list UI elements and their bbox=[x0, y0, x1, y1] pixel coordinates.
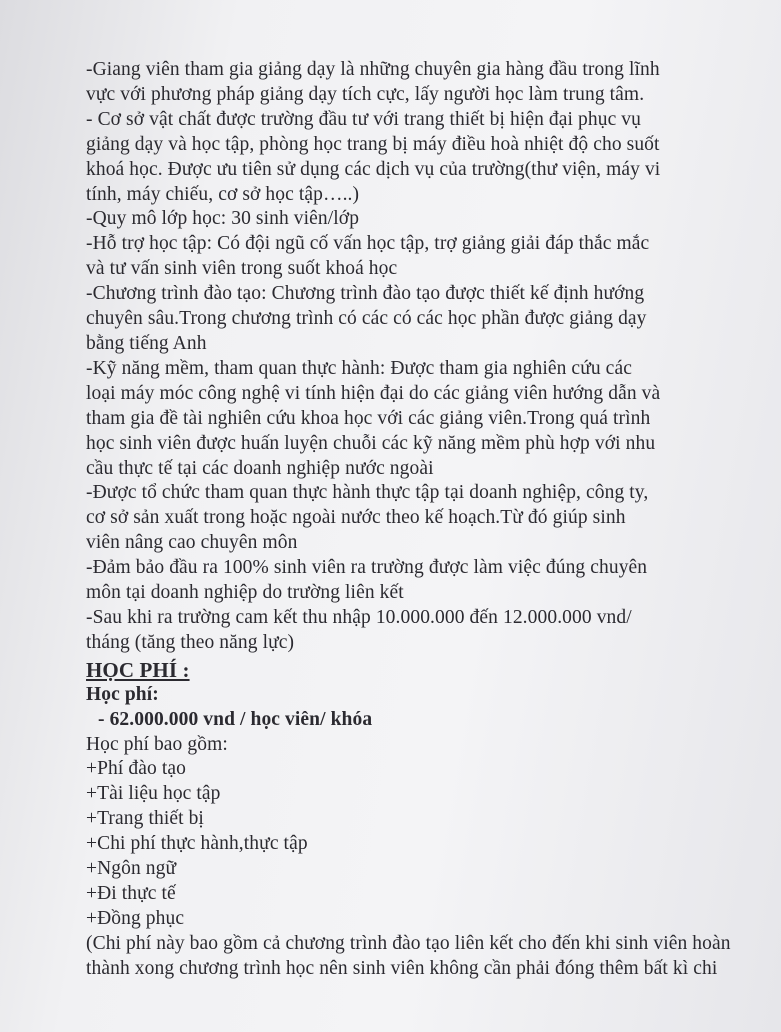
text-line: cầu thực tế tại các doanh nghiệp nước ngoài bbox=[86, 457, 434, 479]
text-line: loại máy móc công nghệ vi tính hiện đại do các giảng viên hướng dẫn và bbox=[86, 382, 661, 404]
list-item: +Tài liệu học tập bbox=[86, 783, 221, 805]
text-line: tính, máy chiếu, cơ sở học tập…..) bbox=[86, 183, 360, 205]
text-line: thành xong chương trình học nên sinh viên không cần phải đóng thêm bất kì chi bbox=[86, 957, 718, 979]
document-content bbox=[86, 58, 776, 982]
text-line: -Giang viên tham gia giảng dạy là những chuyên gia hàng đầu trong lĩnh bbox=[86, 59, 660, 80]
text-line: viên nâng cao chuyên môn bbox=[86, 532, 298, 554]
text-line: giảng dạy và học tập, phòng học trang bị máy điều hoà nhiệt độ cho suốt bbox=[86, 133, 660, 155]
text-line: bằng tiếng Anh bbox=[86, 332, 207, 354]
text-line: - Cơ sở vật chất được trường đầu tư với trang thiết bị hiện đại phục vụ bbox=[86, 108, 642, 130]
text-line: -Quy mô lớp học: 30 sinh viên/lớp bbox=[86, 208, 360, 230]
text-line: -Sau khi ra trường cam kết thu nhập 10.000.000 đến 12.000.000 vnd/ bbox=[86, 606, 632, 628]
text-line: tham gia đề tài nghiên cứu khoa học với các giảng viên.Trong quá trình bbox=[86, 407, 651, 429]
paragraph-employment bbox=[86, 556, 776, 606]
text-line: tháng (tăng theo năng lực) bbox=[86, 631, 295, 653]
tuition-includes-label: Học phí bao gồm: bbox=[86, 733, 228, 755]
tuition-section bbox=[86, 657, 776, 982]
text-line: và tư vấn sinh viên trong suốt khoá học bbox=[86, 258, 398, 280]
text-line: môn tại doanh nghiệp do trường liên kết bbox=[86, 582, 404, 604]
text-line: -Kỹ năng mềm, tham quan thực hành: Được tham gia nghiên cứu các bbox=[86, 357, 632, 379]
text-line: khoá học. Được ưu tiên sử dụng các dịch vụ của trường(thư viện, máy vi bbox=[86, 158, 661, 180]
tuition-note bbox=[86, 932, 776, 982]
tuition-amount: - 62.000.000 vnd / học viên/ khóa bbox=[98, 708, 373, 730]
list-item: +Đi thực tế bbox=[86, 883, 176, 904]
paragraph-income bbox=[86, 606, 776, 656]
paragraph-facilities bbox=[86, 108, 776, 208]
text-line: -Được tổ chức tham quan thực hành thực tập tại doanh nghiệp, công ty, bbox=[86, 482, 649, 504]
list-item: +Trang thiết bị bbox=[86, 808, 204, 830]
text-line: (Chi phí này bao gồm cả chương trình đào tạo liên kết cho đến khi sinh viên hoàn bbox=[86, 932, 731, 954]
paragraph-learning-support bbox=[86, 232, 776, 282]
paragraph-soft-skills bbox=[86, 357, 776, 482]
text-line: học sinh viên được huấn luyện chuỗi các kỹ năng mềm phù hợp với nhu bbox=[86, 432, 656, 454]
tuition-label: Học phí: bbox=[86, 683, 159, 705]
list-item: +Phí đào tạo bbox=[86, 758, 186, 780]
list-item: +Ngôn ngữ bbox=[86, 858, 177, 880]
list-item: +Đồng phục bbox=[86, 907, 185, 929]
paragraph-field-trips bbox=[86, 481, 776, 556]
paragraph-class-size bbox=[86, 207, 776, 232]
text-line: -Chương trình đào tạo: Chương trình đào tạo được thiết kế định hướng bbox=[86, 283, 645, 305]
text-line: vực với phương pháp giảng dạy tích cực, lấy người học làm trung tâm. bbox=[86, 83, 645, 105]
list-item: +Chi phí thực hành,thực tập bbox=[86, 833, 308, 855]
paragraph-curriculum bbox=[86, 282, 776, 357]
tuition-heading: HỌC PHÍ : bbox=[86, 657, 190, 682]
text-line: cơ sở sản xuất trong hoặc ngoài nước theo kế hoạch.Từ đó giúp sinh bbox=[86, 507, 626, 529]
text-line: chuyên sâu.Trong chương trình có các có các học phần được giảng dạy bbox=[86, 308, 647, 330]
paragraph-lecturers bbox=[86, 58, 776, 108]
tuition-items-list bbox=[86, 757, 776, 931]
text-line: -Hỗ trợ học tập: Có đội ngũ cố vấn học tập, trợ giảng giải đáp thắc mắc bbox=[86, 233, 650, 255]
text-line: -Đảm bảo đầu ra 100% sinh viên ra trường được làm việc đúng chuyên bbox=[86, 557, 648, 579]
